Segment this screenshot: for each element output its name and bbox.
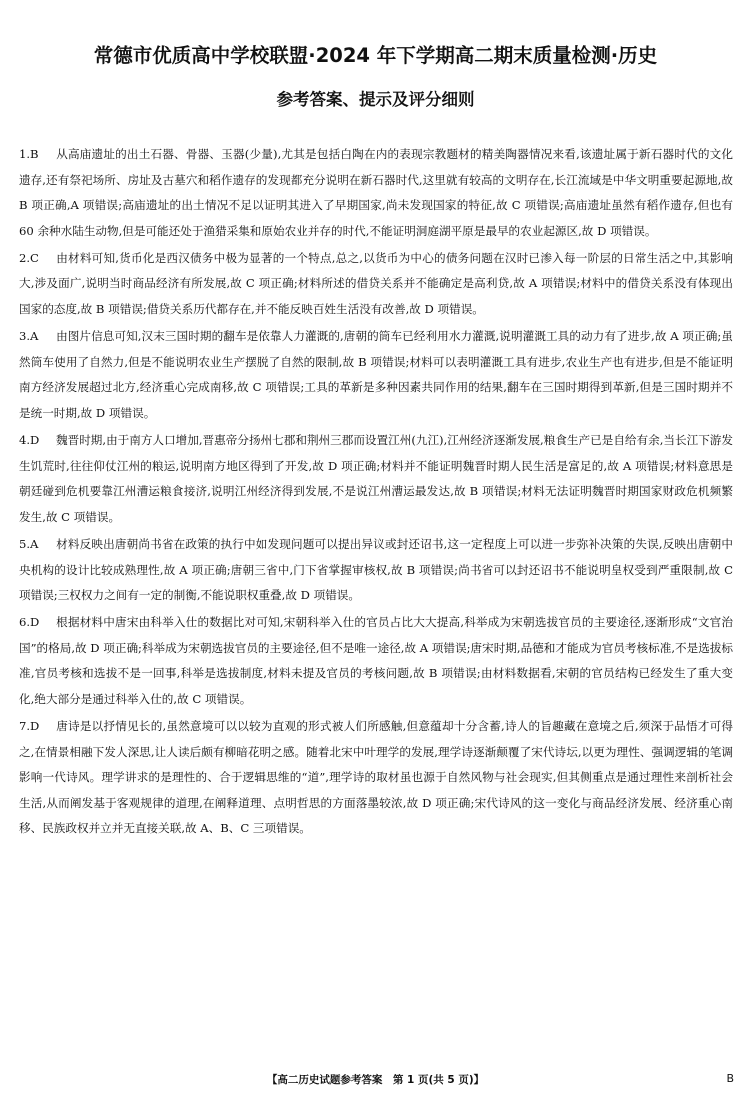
answer-number: 1.B bbox=[19, 147, 39, 161]
answer-item-2 bbox=[19, 246, 733, 323]
version-mark: B bbox=[726, 1072, 734, 1085]
page-footer: 【高二历史试题参考答案 第 1 页(共 5 页)】 bbox=[266, 1074, 485, 1086]
page-title: 常德市优质高中学校联盟·2024 年下学期高二期末质量检测·历史 bbox=[93, 44, 658, 67]
answer-number: 4.D bbox=[19, 433, 40, 448]
answer-list bbox=[19, 142, 733, 844]
answer-item-7 bbox=[19, 714, 733, 842]
answer-explanation: 由材料可知,货币化是西汉债务中极为显著的一个特点,总之,以货币为中心的债务问题在汉时已渗入每一阶层的日常生活之中,其影响大,涉及面广,说明当时商品经济有所发展,故 C 项正确;材料所述的借贷关系并不能确定是高利贷,故 A 项错误;材料中的借贷关系没有体现出国家的态度,故 B 项错误;借贷关系历代都存在,并不能反映百姓生活没有改善,故 D 项错误。 bbox=[19, 250, 733, 317]
answer-item-1 bbox=[19, 142, 733, 244]
answer-item-6 bbox=[19, 610, 733, 712]
answer-explanation: 唐诗是以抒情见长的,虽然意境可以以较为直观的形式被人们所感触,但意蕴却十分含蓄,诗人的旨趣藏在意境之后,须深于品悟才可得之,在情景相融下发人深思,让人读后颇有柳暗花明之感。随着北宋中叶理学的发展,理学诗逐渐颠覆了宋代诗坛,以更为理性、强调逻辑的笔调影响一代诗风。理学讲求的是理性的、合于逻辑思维的“道”,理学诗的取材虽也源于自然风物与社会现实,但其侧重点是通过理性来剖析社会生活,从而阐发基于客观规律的道理,在阐释道理、点明哲思的方面落墨较浓,故 D 项正确;宋代诗风的这一变化与商品经济发展、经济重心南移、民族政权并立并无直接关联,故 A、B、C 三项错误。 bbox=[19, 719, 733, 836]
answer-number: 5.A bbox=[19, 536, 39, 551]
answer-item-3 bbox=[19, 324, 733, 426]
answer-number: 7.D bbox=[19, 719, 40, 734]
answer-item-4 bbox=[19, 428, 733, 530]
answer-explanation: 从高庙遗址的出土石器、骨器、玉器(少量),尤其是包括白陶在内的表现宗教题材的精美陶器情况来看,该遗址属于新石器时代的文化遗存,还有祭祀场所、房址及古墓穴和稻作遗存的发现都充分说明在新石器时代,这里就有较高的文明存在,长江流域是中华文明重要起源地,故 B 项正确,A 项错误;高庙遗址的出土情况不足以证明其进入了早期国家,尚未发现国家的特征,故 C 项错误;高庙遗址虽然有稻作遗存,但也有 60 余种水陆生动物,但是可能还处于渔猎采集和原始农业并存的时代,不能证明洞庭湖平原是最早的农业起源区,故 D 项错误。 bbox=[19, 147, 733, 238]
answer-number: 2.C bbox=[19, 250, 39, 265]
answer-explanation: 根据材料中唐宋由科举入仕的数据比对可知,宋朝科举入仕的官员占比大大提高,科举成为宋朝选拔官员的主要途径,逐渐形成“文官治国”的格局,故 D 项正确;科举成为宋朝选拔官员的主要途径,但不是唯一途径,故 A 项错误;唐宋时期,品德和才能成为官员考核标准,不是选拔标准,官员考核和选拔不是一回事,科举是选拔制度,材料未提及官员的考核问题,故 B 项错误;由材料数据看,宋朝的官员结构已经发生了重大变化,绝大部分是通过科举入仕的,故 C 项错误。 bbox=[19, 615, 733, 706]
answer-explanation: 由图片信息可知,汉末三国时期的翻车是依靠人力灌溉的,唐朝的筒车已经利用水力灌溉,说明灌溉工具的动力有了进步,故 A 项正确;虽然筒车使用了自然力,但是不能说明农业生产摆脱了自然的限制,故 B 项错误;材料可以表明灌溉工具有进步,农业生产也有进步,但是不能证明南方经济发展超过北方,经济重心完成南移,故 C 项错误;工具的革新是多种因素共同作用的结果,翻车在三国时期得到革新,但是三国时期并不是统一时期,故 D 项错误。 bbox=[19, 329, 733, 420]
answer-number: 3.A bbox=[19, 329, 39, 344]
answer-explanation: 魏晋时期,由于南方人口增加,晋惠帝分扬州七郡和荆州三郡而设置江州(九江),江州经济逐渐发展,粮食生产已是自给有余,当长江下游发生饥荒时,往往仰仗江州的粮运,说明南方地区得到了开发,故 D 项正确;材料并不能证明魏晋时期人民生活是富足的,故 A 项错误;材料意思是朝廷碰到危机要靠江州漕运粮食接济,说明江州经济得到发展,不是说江州漕运最发达,故 B 项错误;材料无法证明魏晋时期国家财政危机频繁发生,故 C 项错误。 bbox=[19, 433, 733, 524]
answer-explanation: 材料反映出唐朝尚书省在政策的执行中如发现问题可以提出异议或封还诏书,这一定程度上可以进一步弥补决策的失误,反映出唐朝中央机构的设计比较成熟理性,故 A 项正确;唐朝三省中,门下省掌握审核权,故 B 项错误;尚书省可以封还诏书不能说明皇权受到严重限制,故 C 项错误;三权权力之间有一定的制衡,不能说职权重叠,故 D 项错误。 bbox=[19, 536, 733, 603]
answer-number: 6.D bbox=[19, 615, 40, 630]
answer-item-5 bbox=[19, 532, 733, 609]
page-subtitle: 参考答案、提示及评分细则 bbox=[276, 90, 475, 109]
